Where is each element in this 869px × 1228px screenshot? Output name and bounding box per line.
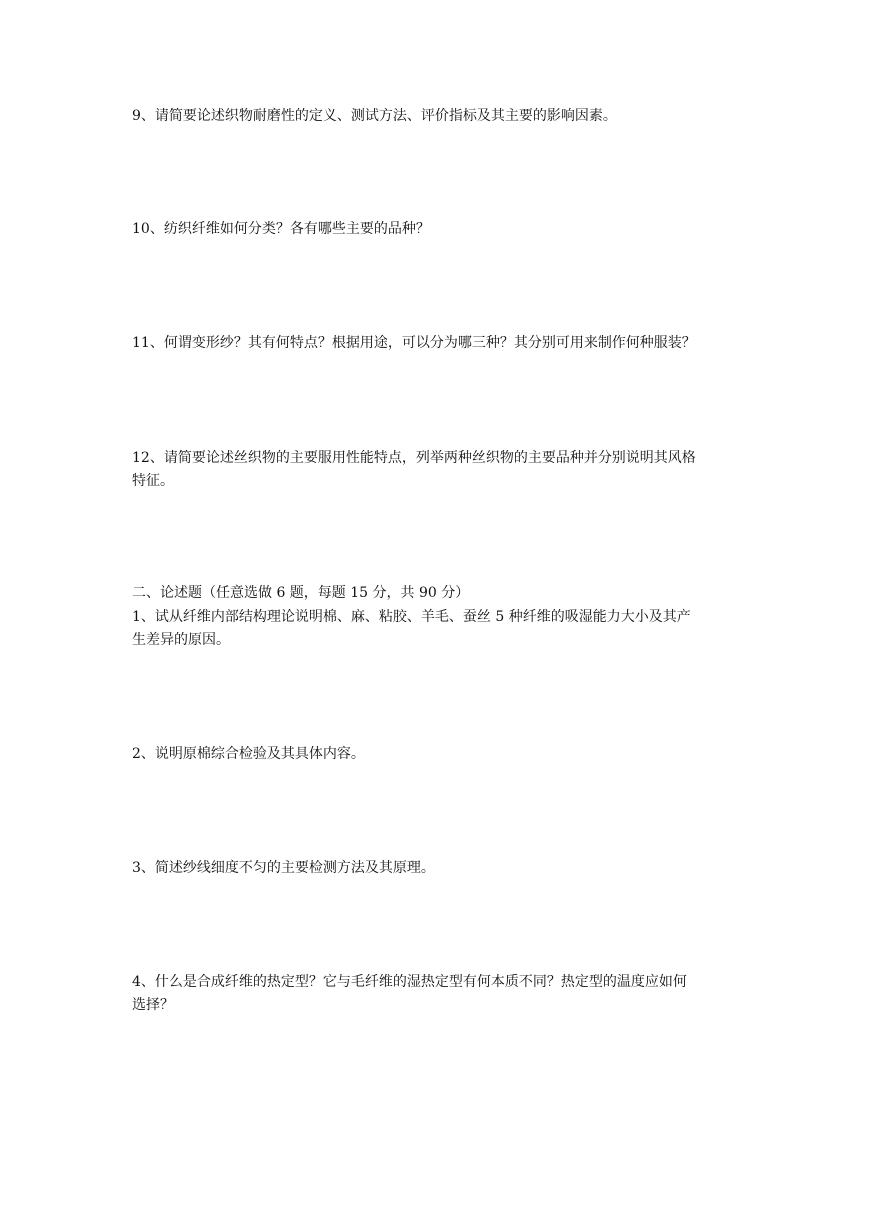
essay-question-2: 2、说明原棉综合检验及其具体内容。 [132,746,365,762]
question-10: 10、纺织纤维如何分类？各有哪些主要的品种？ [132,221,430,237]
essay-question-1-line-2: 生差异的原因。 [132,632,230,648]
essay-question-4-line-2: 选择？ [132,997,174,1013]
question-11: 11、何谓变形纱？其有何特点？根据用途，可以分为哪三种？其分别可用来制作何种服装？ [132,335,696,351]
question-12-line-1: 12、请简要论述丝织物的主要服用性能特点，列举两种丝织物的主要品种并分别说明其风格 [132,450,696,466]
essay-question-3: 3、简述纱线细度不匀的主要检测方法及其原理。 [132,860,435,876]
question-9: 9、请简要论述织物耐磨性的定义、测试方法、评价指标及其主要的影响因素。 [132,108,617,124]
question-12-line-2: 特征。 [132,473,174,489]
essay-question-4-line-1: 4、什么是合成纤维的热定型？它与毛纤维的湿热定型有何本质不同？热定型的温度应如何 [132,974,687,990]
essay-question-1-line-1: 1、试从纤维内部结构理论说明棉、麻、粘胶、羊毛、蚕丝 5 种纤维的吸湿能力大小及其产 [132,609,691,625]
section-heading: 二、论述题（任意选做 6 题，每题 15 分，共 90 分） [132,585,470,601]
